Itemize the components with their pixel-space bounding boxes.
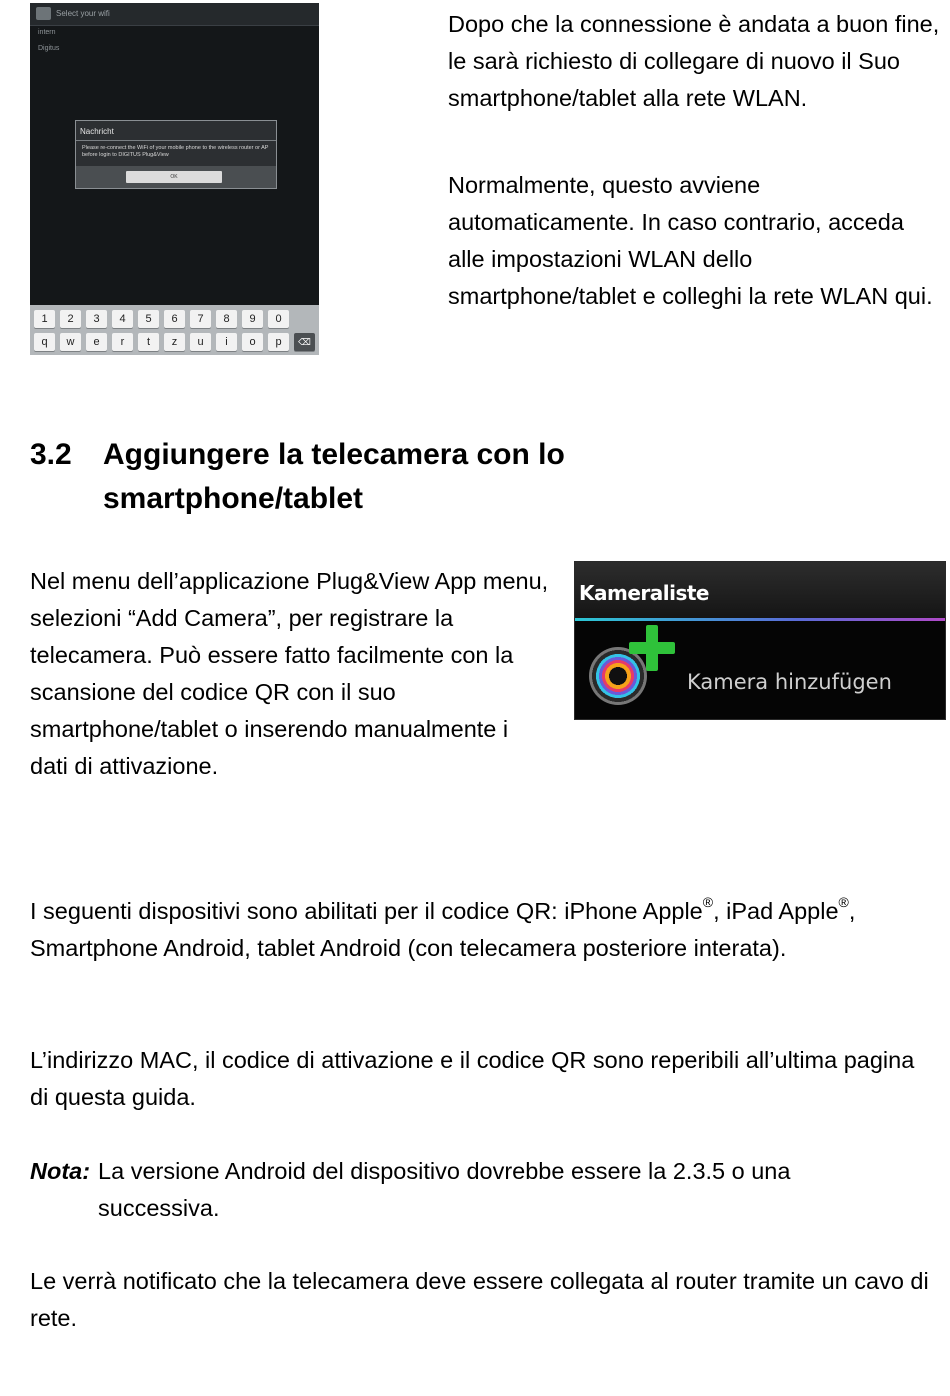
- intro-paragraph: Normalmente, questo avviene automaticamente. In caso contrario, acceda alle impostazioni WLAN dello smartphone/tablet e colleghi la rete WLAN qui.: [448, 172, 933, 309]
- add-camera-item[interactable]: Kamera hinzufügen: [687, 670, 892, 694]
- wifi-network-item[interactable]: Digitus: [38, 45, 60, 52]
- note-label: Nota:: [30, 1158, 91, 1184]
- key-2[interactable]: 2: [60, 310, 81, 328]
- key-8[interactable]: 8: [216, 310, 237, 328]
- key-o[interactable]: o: [242, 333, 263, 351]
- note-text: La versione Android del dispositivo dovrebbe essere la 2.3.5 o una successiva.: [98, 1158, 791, 1221]
- key-t[interactable]: t: [138, 333, 159, 351]
- key-i[interactable]: i: [216, 333, 237, 351]
- app-screenshot: [574, 561, 946, 720]
- key-p[interactable]: p: [268, 333, 289, 351]
- ok-button[interactable]: OK: [126, 171, 222, 183]
- backspace-icon[interactable]: ⌫: [294, 333, 315, 351]
- qr-text-part: , Smartphone Android, tablet Android (con telecamera posteriore interata).: [30, 898, 856, 961]
- keyboard-number-row: [34, 310, 289, 328]
- key-q[interactable]: q: [34, 333, 55, 351]
- keyboard-letter-row: [34, 333, 315, 351]
- key-0[interactable]: 0: [268, 310, 289, 328]
- key-7[interactable]: 7: [190, 310, 211, 328]
- qr-devices-paragraph: [30, 893, 930, 967]
- key-e[interactable]: e: [86, 333, 107, 351]
- key-r[interactable]: r: [112, 333, 133, 351]
- dialog-divider: [76, 140, 276, 141]
- key-3[interactable]: 3: [86, 310, 107, 328]
- phone-title-bar: [30, 3, 319, 26]
- body-paragraph: L’indirizzo MAC, il codice di attivazione e il codice QR sono reperibili all’ultima pagina di questa guida.: [30, 1047, 915, 1110]
- app-icon: [36, 7, 51, 20]
- soft-keyboard: [30, 305, 319, 355]
- section-number: 3.2: [30, 438, 72, 471]
- dialog-message: Please re-connect the WiFi of your mobile phone to the wireless router or AP before login to DIGITUS Plug&View: [82, 145, 269, 158]
- app-header: [575, 562, 945, 618]
- app-title: Kameraliste: [579, 581, 709, 605]
- key-w[interactable]: w: [60, 333, 81, 351]
- key-4[interactable]: 4: [112, 310, 133, 328]
- body-paragraph: Nel menu dell’applicazione Plug&View App menu, selezioni “Add Camera”, per registrare la telecamera. Può essere fatto facilmente con la scansione del codice QR con il suo smartphone/tablet o inserendo manualmente i dati di attivazione.: [30, 568, 549, 779]
- phone-screenshot: [30, 3, 319, 355]
- registered-mark: ®: [702, 894, 714, 911]
- key-9[interactable]: 9: [242, 310, 263, 328]
- intro-paragraph: Dopo che la connessione è andata a buon fine, le sarà richiesto di collegare di nuovo il Suo smartphone/tablet alla rete WLAN.: [448, 11, 940, 111]
- phone-title: Select your wifi: [56, 9, 110, 18]
- header-divider: [575, 618, 945, 621]
- dialog-title: Nachricht: [80, 127, 114, 136]
- note: [30, 1153, 930, 1227]
- qr-text-part: , iPad Apple: [713, 898, 839, 924]
- key-5[interactable]: 5: [138, 310, 159, 328]
- wifi-network-item[interactable]: intern: [38, 29, 56, 36]
- section-title: Aggiungere la telecamera con lo smartphone/tablet: [103, 438, 565, 515]
- plus-icon: [629, 625, 675, 671]
- message-dialog: [75, 120, 277, 189]
- qr-text-part: I seguenti dispositivi sono abilitati per il codice QR: iPhone Apple: [30, 898, 703, 924]
- body-paragraph: Le verrà notificato che la telecamera deve essere collegata al router tramite un cavo di rete.: [30, 1268, 929, 1331]
- key-6[interactable]: 6: [164, 310, 185, 328]
- key-1[interactable]: 1: [34, 310, 55, 328]
- key-u[interactable]: u: [190, 333, 211, 351]
- registered-mark: ®: [838, 894, 849, 911]
- key-z[interactable]: z: [164, 333, 185, 351]
